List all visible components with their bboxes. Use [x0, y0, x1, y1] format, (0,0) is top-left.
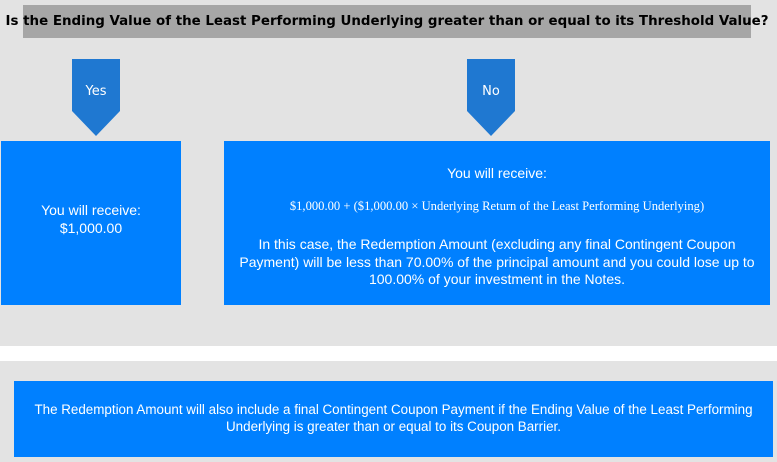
- footnote-box: [14, 381, 773, 457]
- no-label: No: [482, 84, 500, 99]
- no-outcome-box: [224, 141, 770, 305]
- no-description: In this case, the Redemption Amount (excluding any final Contingent Coupon Payment) will be less than 70.00% of the principal amount and you could lose up to 100.00% of your investment in the Notes.: [239, 236, 755, 287]
- question-text: Is the Ending Value of the Least Performing Underlying greater than or equal to its Threshold Value?: [5, 14, 769, 29]
- no-formula: $1,000.00 + ($1,000.00 × Underlying Return of the Least Performing Underlying): [289, 199, 705, 213]
- no-arrow: [467, 59, 515, 136]
- yes-amount: $1,000.00: [59, 220, 123, 236]
- no-receive-label: You will receive:: [447, 165, 547, 181]
- yes-receive-label: You will receive:: [41, 202, 141, 218]
- footnote-text: The Redemption Amount will also include a final Contingent Coupon Payment if the Ending Value of the Least Performing Underlying is greater than or equal to its Coupon Barrier.: [34, 402, 753, 434]
- question-box: [5, 5, 769, 38]
- yes-outcome-box: [1, 141, 181, 305]
- yes-arrow: [72, 59, 120, 136]
- yes-label: Yes: [85, 84, 107, 99]
